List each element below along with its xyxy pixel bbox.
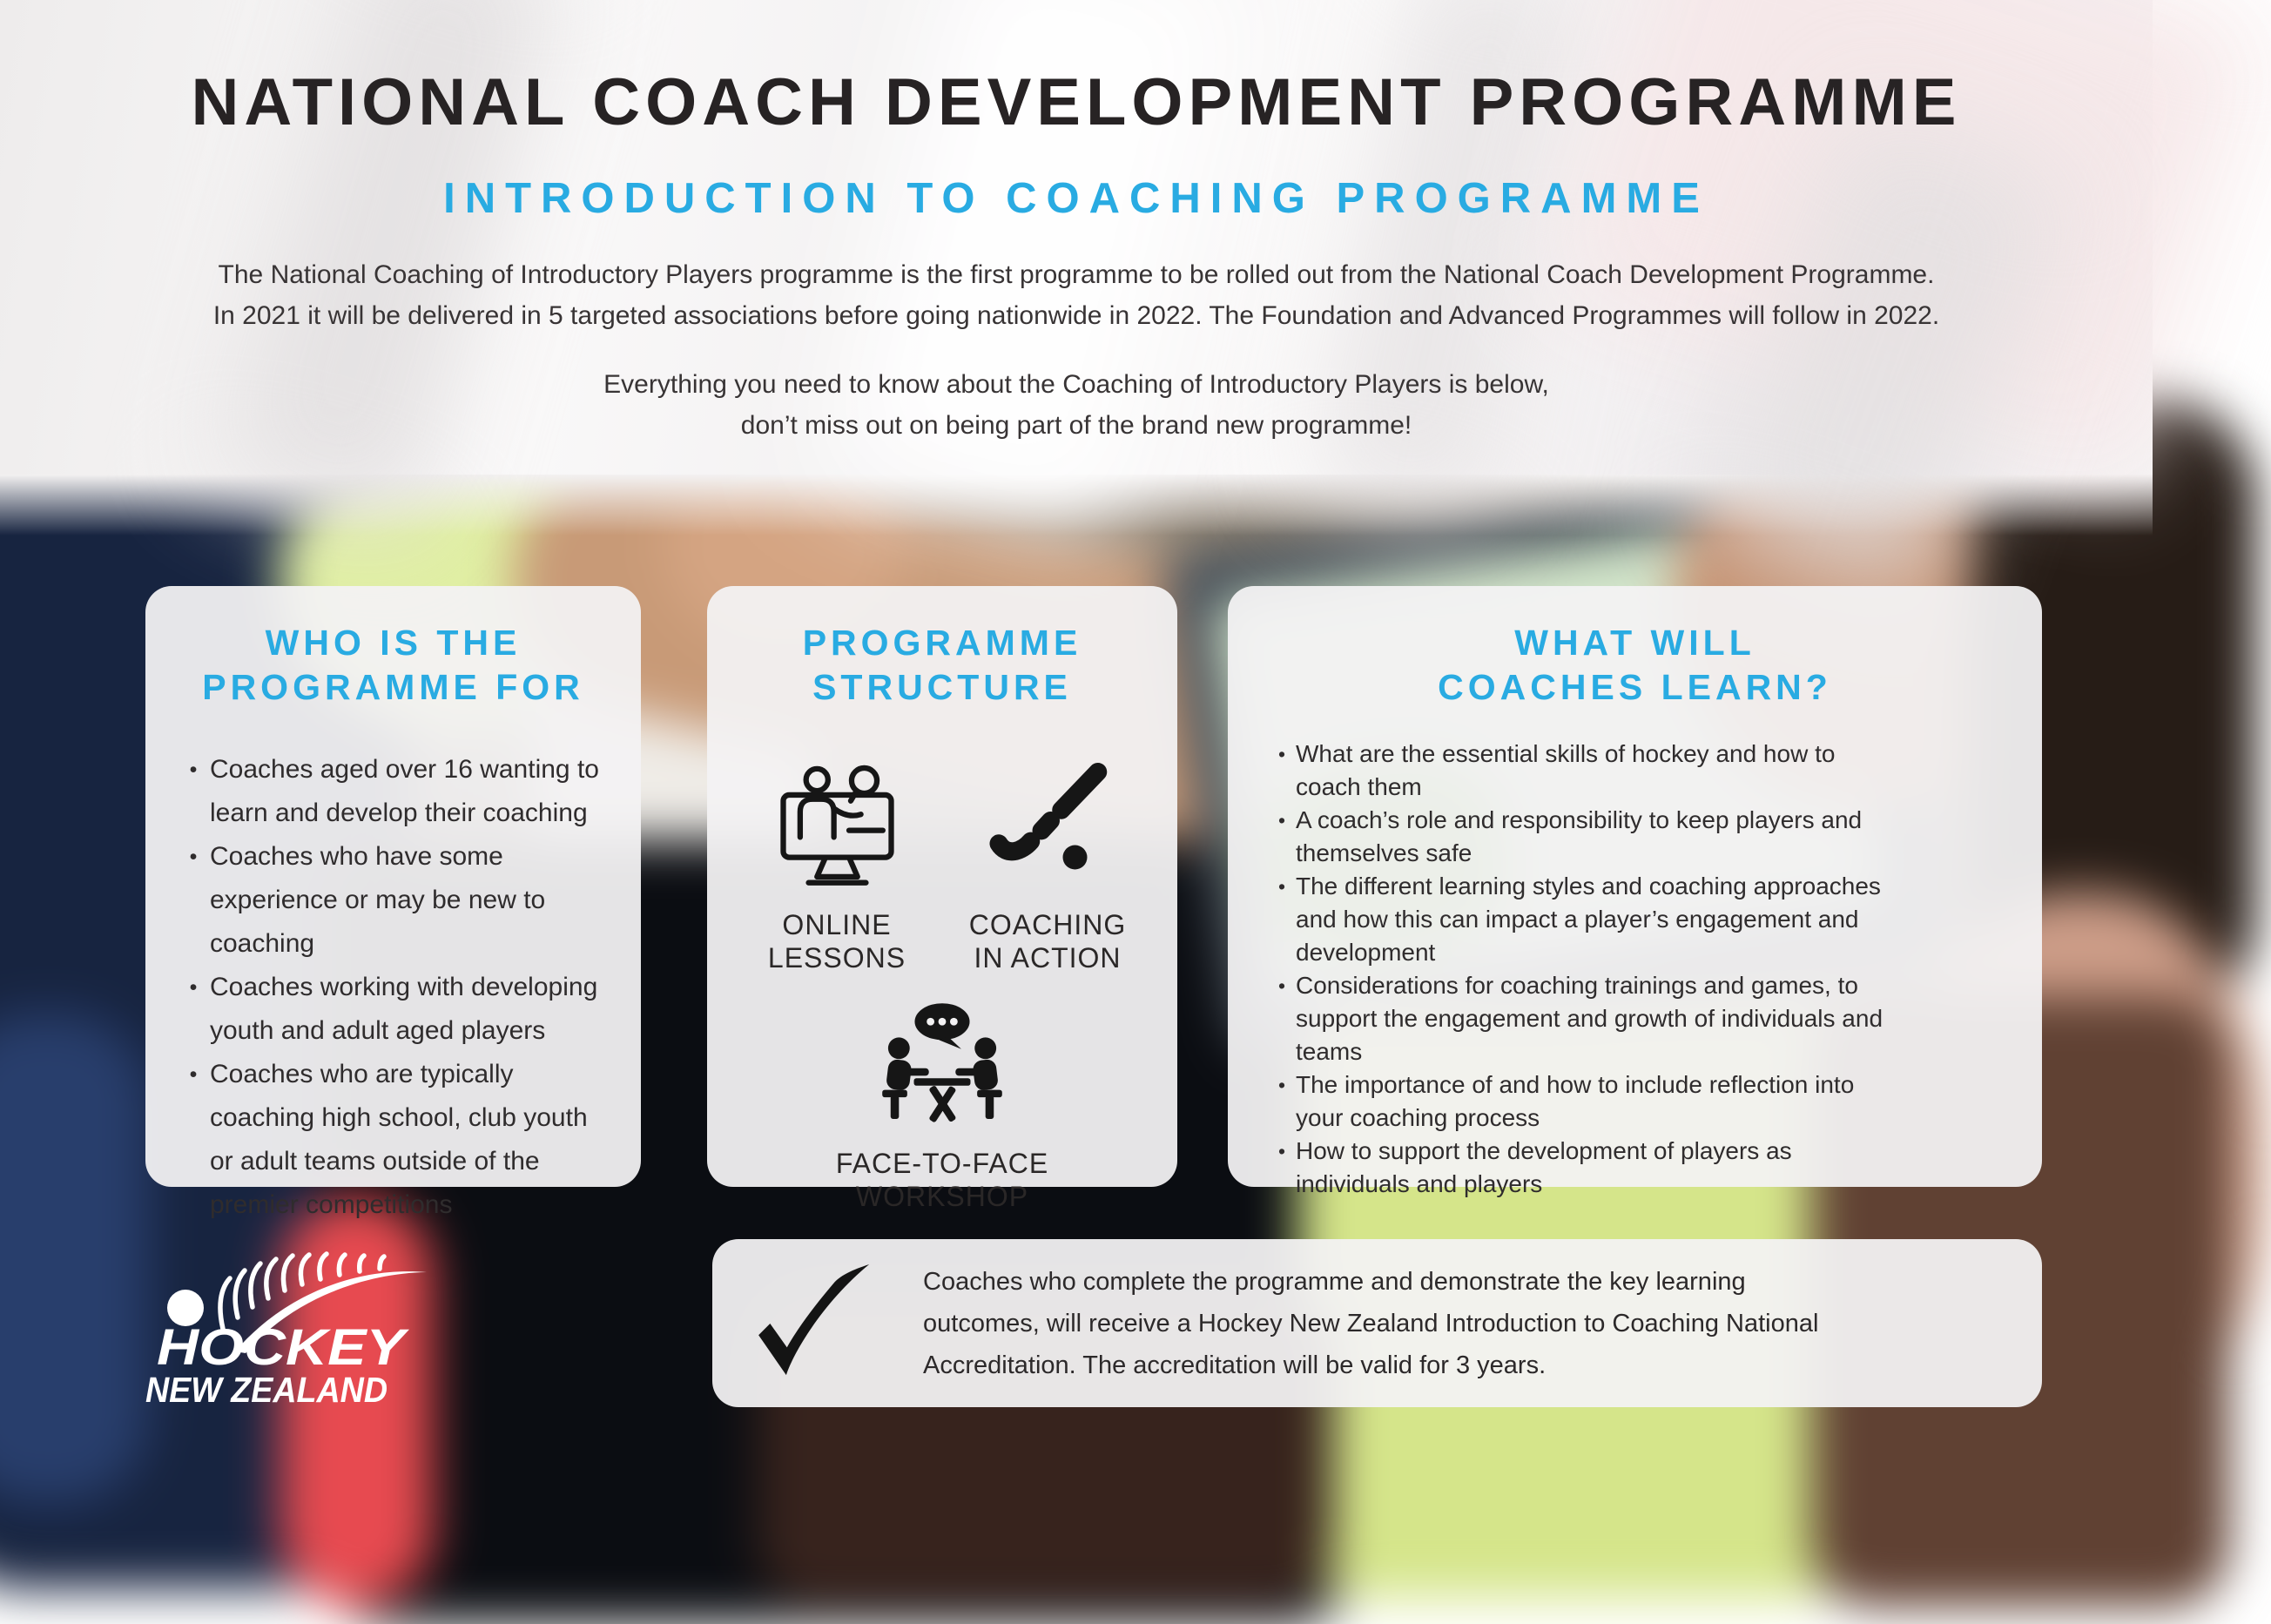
- bullet-text: premier competitions: [210, 1190, 453, 1219]
- bullet-marker: [1268, 1002, 1296, 1035]
- bullet-line: [177, 748, 623, 792]
- logo-subwordmark: NEW ZEALAND: [145, 1370, 387, 1410]
- bullet-text: and how this can impact a player’s engagement and: [1296, 906, 1859, 933]
- bullet-marker: •: [189, 758, 198, 782]
- page-subtitle: INTRODUCTION TO COACHING PROGRAMME: [443, 175, 1709, 222]
- bullet-text: The different learning styles and coaching approaches: [1296, 873, 1881, 900]
- structure-item-label: COACHING IN ACTION: [968, 909, 1127, 974]
- bullet-line: [1268, 870, 2028, 903]
- bullet-text: The importance of and how to include reflection into: [1296, 1071, 1855, 1098]
- bullet-marker: •: [1277, 743, 1286, 765]
- bullet-marker: [1268, 771, 1296, 804]
- bullet-marker: •: [189, 975, 198, 1000]
- bullet-line: [177, 792, 623, 835]
- bullet-line: [177, 1053, 623, 1096]
- bullet-line: [1268, 738, 2028, 771]
- bullet-line: [177, 1096, 623, 1140]
- intro-paragraph: [0, 254, 2153, 336]
- bullet-text: coaching high school, club youth: [210, 1103, 588, 1132]
- bullet-marker: [1268, 936, 1296, 969]
- hockey-stick-ball-icon: [987, 748, 1109, 889]
- bullet-marker: [177, 792, 210, 835]
- bullet-marker: •: [189, 1062, 198, 1087]
- bullet-text: or adult teams outside of the: [210, 1147, 540, 1176]
- bullet-text: Coaches who have some: [210, 842, 503, 871]
- bullet-marker: [177, 1183, 210, 1227]
- logo-wordmark: HOCKEY: [157, 1319, 411, 1376]
- bullet-marker: •: [1277, 1140, 1286, 1162]
- card-title: WHAT WILL COACHES LEARN?: [1438, 623, 1832, 707]
- bullet-text: learn and develop their coaching: [210, 799, 588, 827]
- bullet-marker: [1268, 1035, 1296, 1068]
- bullet-text: development: [1296, 939, 1436, 966]
- bullet-marker: [177, 1096, 210, 1140]
- bullet-marker: •: [1277, 875, 1286, 898]
- bullet-text: Coaches working with developing: [210, 973, 598, 1001]
- bullet-line: [1268, 804, 2028, 837]
- learn-bullet-list: [1228, 738, 2042, 1201]
- card-title: WHO IS THE PROGRAMME FOR: [202, 623, 584, 707]
- who-bullet-list: [145, 748, 641, 1227]
- bullet-marker: [1268, 903, 1296, 936]
- bullet-marker: [177, 1140, 210, 1183]
- bullet-text: youth and adult aged players: [210, 1016, 546, 1045]
- face-to-face-workshop-icon: [867, 997, 1017, 1128]
- bullet-line: [1268, 1135, 2028, 1168]
- accreditation-text: Coaches who complete the programme and demonstrate the key learning outcomes, will receive a Hockey New Zealand Introduction to Coaching National Accreditation. The accreditation will be valid for 3 years.: [923, 1267, 1819, 1379]
- structure-items-row: [707, 748, 1177, 974]
- structure-item-online-lessons: [745, 748, 928, 974]
- page-title: NATIONAL COACH DEVELOPMENT PROGRAMME: [191, 65, 1962, 139]
- bullet-text: coach them: [1296, 773, 1422, 800]
- structure-item-coaching-in-action: [956, 748, 1139, 974]
- bullet-text: What are the essential skills of hockey and how to: [1296, 740, 1836, 767]
- bullet-text: A coach’s role and responsibility to keep players and: [1296, 806, 1863, 833]
- bullet-line: [177, 1140, 623, 1183]
- tagline-paragraph: [0, 364, 2153, 446]
- bullet-marker: [1268, 1102, 1296, 1135]
- card-accreditation: [712, 1239, 2042, 1407]
- bullet-marker: [177, 1009, 210, 1053]
- bullet-line: [177, 922, 623, 966]
- bullet-line: [177, 1009, 623, 1053]
- bullet-line: [1268, 1002, 2028, 1035]
- bullet-marker: [177, 922, 210, 966]
- bullet-marker: •: [1277, 974, 1286, 997]
- bullet-line: [1268, 903, 2028, 936]
- card-title: PROGRAMME STRUCTURE: [802, 623, 1082, 707]
- bullet-line: [1268, 969, 2028, 1002]
- online-lessons-icon: [770, 748, 905, 889]
- tagline-line: don’t miss out on being part of the brand new programme!: [740, 411, 1412, 440]
- bullet-text: coaching: [210, 929, 315, 958]
- bullet-marker: [177, 879, 210, 922]
- bullet-line: [177, 1183, 623, 1227]
- bullet-text: teams: [1296, 1038, 1363, 1065]
- bullet-line: [1268, 1102, 2028, 1135]
- bullet-text: individuals and players: [1296, 1170, 1543, 1197]
- bullet-line: [1268, 837, 2028, 870]
- checkmark-icon: [742, 1254, 881, 1393]
- bullet-line: [1268, 1068, 2028, 1102]
- intro-line: The National Coaching of Introductory Players programme is the first programme to be rolled out from the National Coach Development Programme.: [218, 260, 1935, 289]
- bullet-text: How to support the development of players as: [1296, 1137, 1792, 1164]
- bullet-line: [177, 966, 623, 1009]
- bullet-text: experience or may be new to: [210, 886, 546, 914]
- card-programme-structure: [707, 586, 1177, 1212]
- bullet-marker: •: [189, 845, 198, 869]
- bullet-marker: •: [1277, 1074, 1286, 1096]
- bullet-text: your coaching process: [1296, 1104, 1540, 1131]
- structure-item-label: FACE-TO-FACE WORKSHOP: [835, 1148, 1049, 1212]
- bullet-line: [1268, 936, 2028, 969]
- bullet-text: Coaches who are typically: [210, 1060, 514, 1088]
- structure-item-label: ONLINE LESSONS: [767, 909, 906, 974]
- bullet-text: support the engagement and growth of individuals and: [1296, 1005, 1884, 1032]
- tagline-line: Everything you need to know about the Coaching of Introductory Players is below,: [603, 370, 1549, 399]
- hockey-new-zealand-logo: [104, 1245, 453, 1428]
- bullet-line: [177, 835, 623, 879]
- structure-item-workshop: [707, 997, 1177, 1213]
- bullet-marker: [1268, 1168, 1296, 1201]
- bullet-line: [1268, 1035, 2028, 1068]
- bullet-line: [1268, 771, 2028, 804]
- bullet-text: Coaches aged over 16 wanting to: [210, 755, 599, 784]
- bullet-text: themselves safe: [1296, 839, 1472, 866]
- bullet-marker: •: [1277, 809, 1286, 832]
- card-who-is-the-programme-for: [145, 586, 641, 1219]
- bullet-marker: [1268, 837, 1296, 870]
- bullet-text: Considerations for coaching trainings and games, to: [1296, 972, 1858, 999]
- bullet-line: [177, 879, 623, 922]
- intro-line: In 2021 it will be delivered in 5 targeted associations before going nationwide in 2022. The Foundation and Advanced Programmes will follow in 2022.: [212, 301, 1940, 330]
- bullet-line: [1268, 1168, 2028, 1201]
- card-what-will-coaches-learn: [1228, 586, 2042, 1197]
